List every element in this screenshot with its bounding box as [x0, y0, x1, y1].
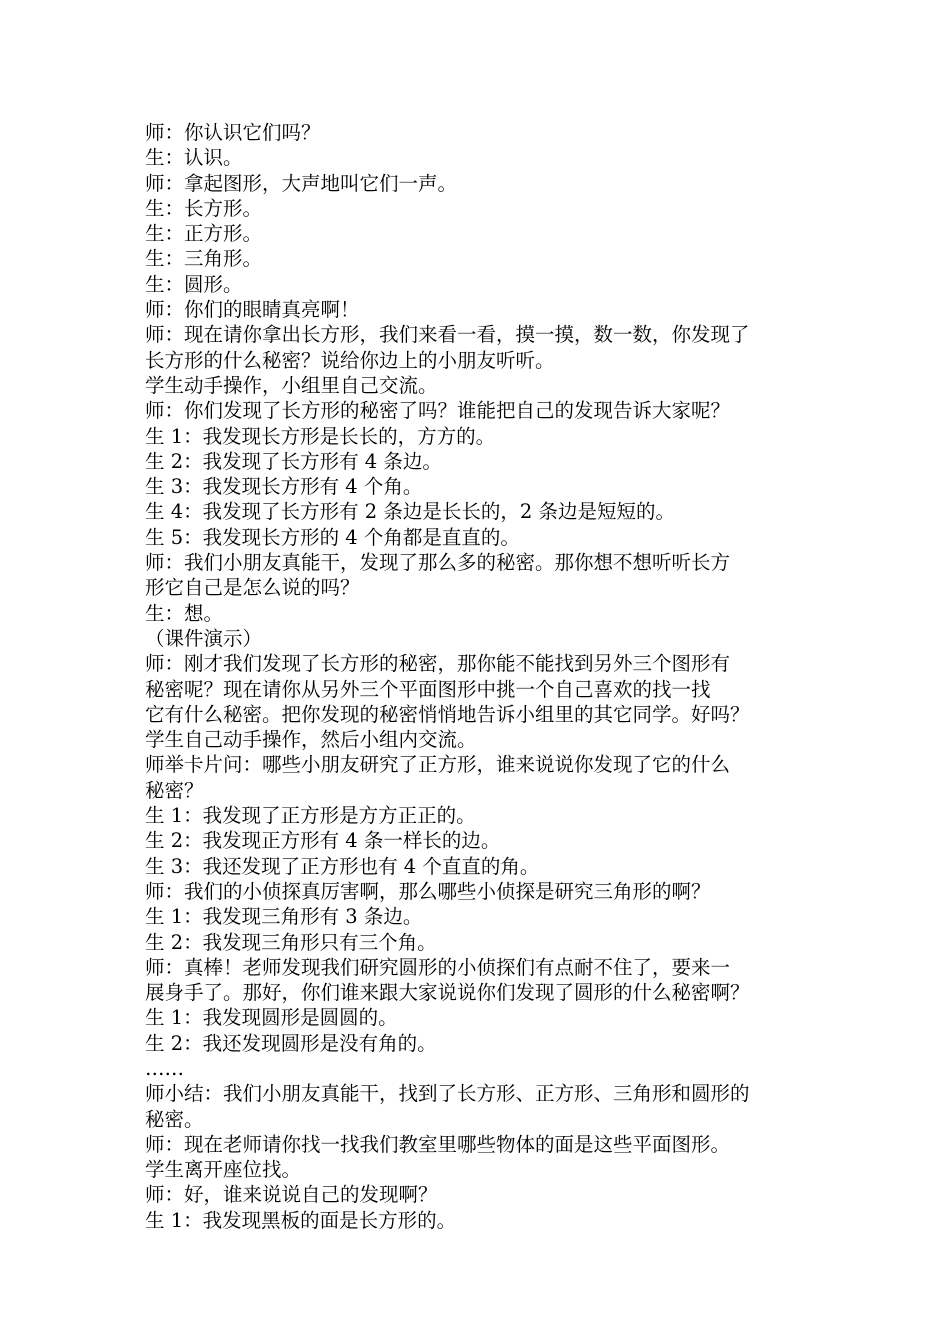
text-line: 生 5：我发现长方形的 4 个角都是直直的。: [145, 525, 520, 549]
text-line: 师：我们小朋友真能干，发现了那么多的秘密。那你想不想听听长方: [145, 551, 731, 575]
text-line: 师：拿起图形，大声地叫它们一声。: [145, 171, 458, 195]
text-line: 展身手了。那好，你们谁来跟大家说说你们发现了圆形的什么秘密啊？: [145, 981, 750, 1005]
text-line: 生 2：我发现正方形有 4 条一样长的边。: [145, 829, 501, 853]
text-line: 师：你们发现了长方形的秘密了吗？谁能把自己的发现告诉大家呢？: [145, 399, 731, 423]
text-line: 师：我们的小侦探真厉害啊，那么哪些小侦探是研究三角形的啊？: [145, 879, 711, 903]
text-line: 秘密。: [145, 1107, 204, 1131]
text-line: 师：现在老师请你找一找我们教室里哪些物体的面是这些平面图形。: [145, 1132, 731, 1156]
text-line: 长方形的什么秘密？说给你边上的小朋友听听。: [145, 348, 555, 372]
text-line: 生：圆形。: [145, 272, 243, 296]
text-line: 它有什么秘密。把你发现的秘密悄悄地告诉小组里的其它同学。好吗？: [145, 702, 750, 726]
text-line: 学生自己动手操作，然后小组内交流。: [145, 728, 477, 752]
text-line: 生：正方形。: [145, 222, 263, 246]
text-line: 生 1：我发现黑板的面是长方形的。: [145, 1208, 457, 1232]
text-line: 生 1：我发现了正方形是方方正正的。: [145, 804, 476, 828]
text-line: 师：你们的眼睛真亮啊！: [145, 298, 360, 322]
text-line: 生 1：我发现三角形有 3 条边。: [145, 905, 423, 929]
text-line: 秘密？: [145, 778, 204, 802]
text-line: 生 3：我发现长方形有 4 个角。: [145, 475, 423, 499]
text-line: 生 1：我发现圆形是圆圆的。: [145, 1006, 398, 1030]
text-line: 生 2：我发现了长方形有 4 条边。: [145, 449, 442, 473]
text-line: 生：认识。: [145, 146, 243, 170]
text-line: 学生动手操作，小组里自己交流。: [145, 373, 438, 397]
text-line: 生：想。: [145, 601, 224, 625]
text-line: 生 2：我还发现圆形是没有角的。: [145, 1031, 437, 1055]
text-line: ……: [145, 1056, 184, 1080]
text-line: 师：真棒！老师发现我们研究圆形的小侦探们有点耐不住了，要来一: [145, 955, 731, 979]
text-line: 生 4：我发现了长方形有 2 条边是长长的，2 条边是短短的。: [145, 500, 676, 524]
text-line: 师小结：我们小朋友真能干，找到了长方形、正方形、三角形和圆形的: [145, 1082, 750, 1106]
text-line: 生：长方形。: [145, 196, 263, 220]
document-body: [145, 120, 825, 1233]
text-line: 形它自己是怎么说的吗？: [145, 576, 360, 600]
text-line: （课件演示）: [145, 626, 263, 650]
text-line: 师：刚才我们发现了长方形的秘密，那你能不能找到另外三个图形有: [145, 652, 731, 676]
text-line: 师举卡片问：哪些小朋友研究了正方形，谁来说说你发现了它的什么: [145, 753, 731, 777]
text-line: 生：三角形。: [145, 247, 263, 271]
text-line: 生 2：我发现三角形只有三个角。: [145, 930, 437, 954]
text-line: 师：你认识它们吗？: [145, 121, 321, 144]
text-line: 生 1：我发现长方形是长长的，方方的。: [145, 424, 496, 448]
text-line: 师：好，谁来说说自己的发现啊？: [145, 1183, 438, 1207]
text-line: 师：现在请你拿出长方形，我们来看一看，摸一摸，数一数，你发现了: [145, 323, 750, 347]
text-line: 生 3：我还发现了正方形也有 4 个直直的角。: [145, 854, 540, 878]
text-line: 学生离开座位找。: [145, 1158, 302, 1182]
text-line: 秘密呢？现在请你从另外三个平面图形中挑一个自己喜欢的找一找: [145, 677, 711, 701]
